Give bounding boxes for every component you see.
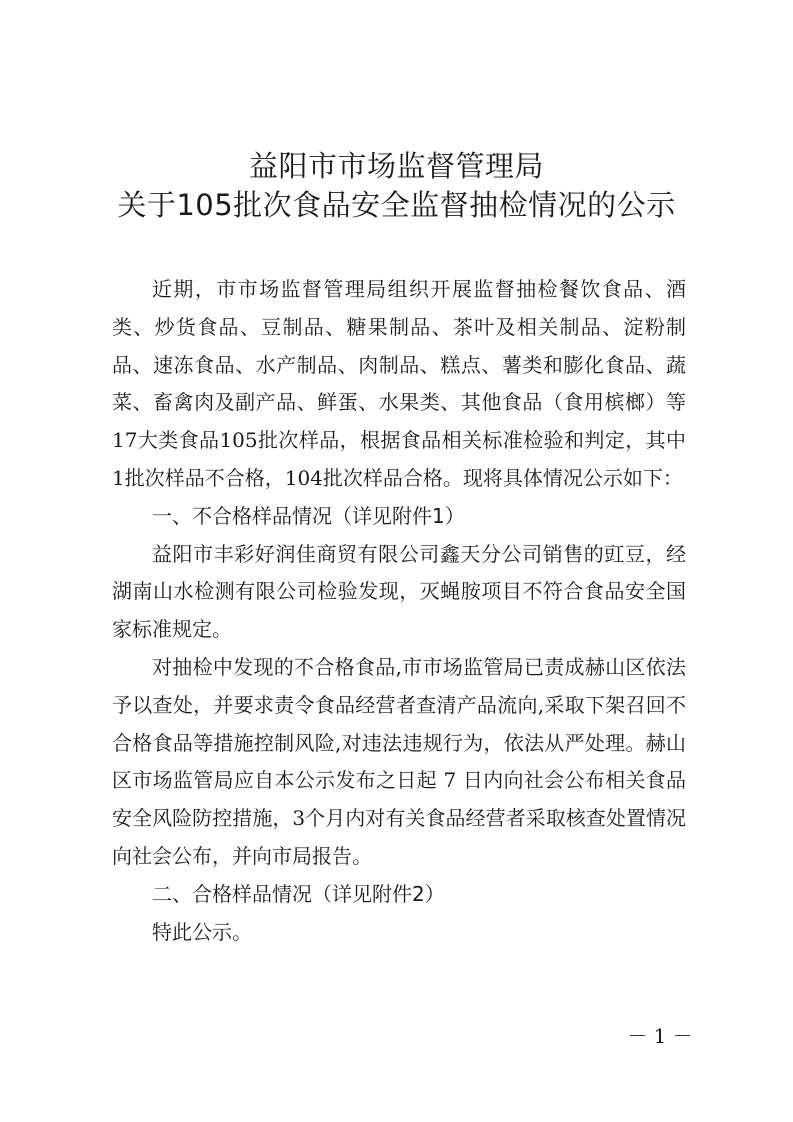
document-body (112, 271, 686, 951)
unqualified-detail-paragraph: 益阳市丰彩好润佳商贸有限公司鑫天分公司销售的豇豆，经湖南山水检测有限公司检验发现，灭蝇胺项目不符合食品安全国家标准规定。 (112, 541, 686, 642)
document-title-line2: 关于105批次食品安全监督抽检情况的公示 (117, 188, 676, 222)
closing-paragraph: 特此公示。 (152, 919, 252, 944)
intro-paragraph: 近期，市市场监督管理局组织开展监督抽检餐饮食品、酒类、炒货食品、豆制品、糖果制品、茶叶及相关制品、淀粉制品、速冻食品、水产制品、肉制品、糕点、薯类和膨化食品、蔬菜、畜禽肉及副产品、鲜蛋、水果类、其他食品（食用槟榔）等17大类食品105批次样品，根据食品相关标准检验和判定，其中1批次样品不合格，104批次样品合格。现将具体情况公示如下： (112, 277, 686, 490)
document-title-line1: 益阳市市场监督管理局 (248, 149, 544, 183)
page-number: － 1 － (627, 1024, 693, 1048)
handling-paragraph: 对抽检中发现的不合格食品,市市场监管局已责成赫山区依法予以查处，并要求责令食品经营者查清产品流向,采取下架召回不合格食品等措施控制风险,对违法违规行为，依法从严处理。赫山区市场监管局应自本公示发布之日起 7 日内向社会公布相关食品安全风险防控措施，3个月内对有关食品经营者采取核查处置情况向社会公布，并向市局报告。 (112, 654, 686, 868)
section-heading-qualified: 二、合格样品情况（详见附件2） (152, 881, 445, 906)
section-heading-unqualified: 一、不合格样品情况（详见附件1） (152, 503, 465, 528)
